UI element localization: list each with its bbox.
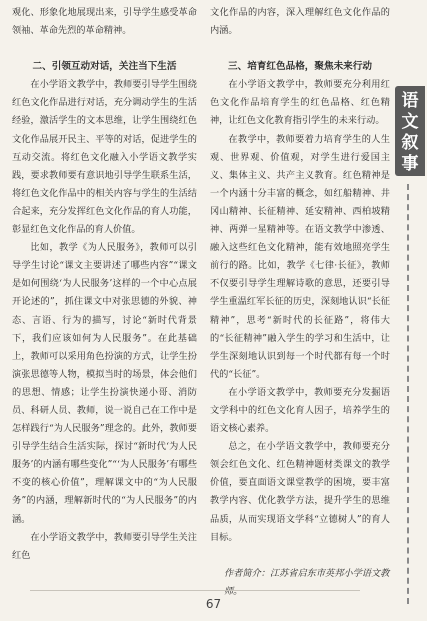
paragraph: 在小学语文教学中，教师要充分发掘语文学科中的红色文化育人因子，培养学生的语文核心素养。: [210, 386, 390, 435]
paragraph: 在小学语文教学中，教师要充分利用红色文化作品培育学生的红色品格、红色精神，让红色文化教育指引学生的未来行动。: [210, 79, 390, 127]
tab-char: 叙: [401, 133, 419, 153]
left-column: [12, 4, 197, 565]
paragraph: 比如，教学《为人民服务》，教师可以引导学生讨论“课文主要讲述了哪些内容”“课文是如何围绕‘为人民服务’这样的一个中心点展开论述的”，抓住课文中对张思德的外貌、神态、言语、行为的描写，讨论“新时代背景下，我们应该如何为人民服务”。在此基础上，教师可以采用角色扮演的方式，让学生扮演张思德等人物，模拟当时的场景，体会他们的思想、情感；让学生扮演快递小哥、消防员、科研人员、教师，说一说自己在工作中是怎样践行“为人民服务”理念的。此外，教师要引导学生结合生活实际，探讨“新时代‘为人民服务’的内涵有哪些变化”“‘为人民服务’有哪些不变的核心价值”，理解课文中的“为人民服务”的内涵，理解新时代的“为人民服务”的内涵。: [12, 242, 197, 525]
tab-char: 事: [401, 154, 419, 174]
right-column: [210, 4, 390, 601]
section-tab-label: [395, 91, 425, 175]
footer-rule: [30, 590, 360, 591]
paragraph: 文化作品的内容，深入理解红色文化作品的内涵。: [210, 7, 390, 37]
section-tab: [395, 86, 425, 176]
paragraph: 观化、形象化地展现出来，引导学生感受革命领袖、革命先烈的革命精神。: [12, 7, 197, 37]
tab-char: 文: [401, 112, 419, 132]
section-heading-3: 三、培育红色品格，聚焦未来行动: [228, 61, 372, 73]
page-number: 67: [205, 597, 222, 611]
margin-dashed-line: [407, 184, 409, 604]
paragraph: 总之，在小学语文教学中，教师要充分领会红色文化、红色精神题材类课文的教学价值，要直面语文课堂教学的困境，要丰富教学内容、优化教学方法，提升学生的思维品质，从而实现语文学科“立德树人”的育人目标。: [210, 441, 390, 543]
author-bio: 作者简介：江苏省启东市英邦小学语文教师。: [224, 567, 390, 597]
paragraph: 在教学中，教师要着力培育学生的人生观、世界观、价值观，对学生进行爱国主义、集体主义、共产主义教育。红色精神是一个内涵十分丰富的概念，如红船精神、井冈山精神、长征精神、延安精神、西柏坡精神、两弹一星精神等。在语文教学中渗透、融入这些红色文化精神，能有效地照亮学生前行的路。比如，教学《七律·长征》，教师不仅要引导学生理解诗歌的意思，还要引导学生重温红军长征的历史，深刻地认识“长征精神”，思考“新时代的长征路”，将伟大的“长征精神”融入学生的学习和生活中，让学生深刻地认识到每一个时代都有每一个时代的“长征”。: [210, 133, 390, 380]
section-heading-2: 二、引领互动对话，关注当下生活: [32, 61, 177, 73]
paragraph: 在小学语文教学中，教师要引导学生关注红色: [12, 531, 197, 561]
tab-char: 语: [401, 91, 419, 111]
paragraph: 在小学语文教学中，教师要引导学生围绕红色文化作品进行对话，充分调动学生的生活经验，激活学生的文本思维，让学生围绕红色文化作品展开民主、平等的对话，促进学生的互动交流。将红色文化融入小学语文教学实践，要求教师要有意识地引导学生联系生活，将红色文化作品中的相关内容与学生的生活结合起来，充分发挥红色文化作品的育人功能，彰显红色文化作品的育人价值。: [12, 79, 197, 236]
